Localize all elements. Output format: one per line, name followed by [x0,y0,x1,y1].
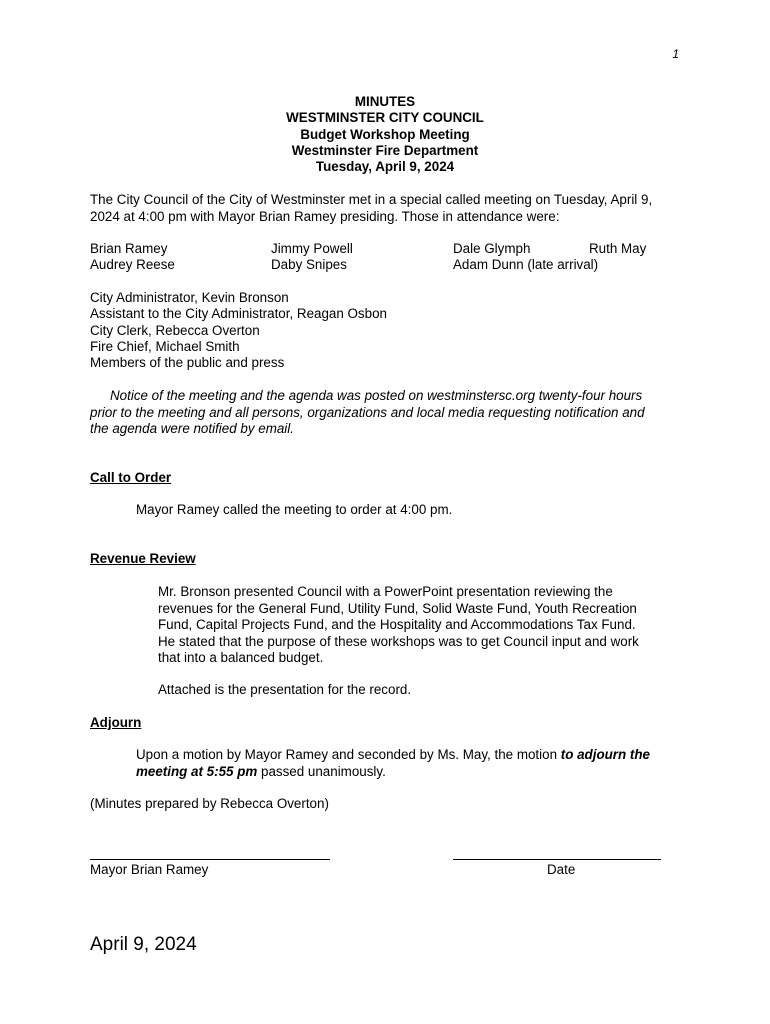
attached-note: Attached is the presentation for the record. [158,682,412,697]
revenue-review-paragraph [158,584,639,667]
mayor-signature-label: Mayor Brian Ramey [90,862,209,877]
revenue-review-line: He stated that the purpose of these workshops was to get Council input and work [158,633,639,649]
date-signature-line [453,859,661,860]
header-date: Tuesday, April 9, 2024 [315,159,455,175]
staff-item: City Administrator, Kevin Bronson [90,290,289,305]
prepared-by-note: (Minutes prepared by Rebecca Overton) [90,796,329,811]
document-header [0,94,770,175]
call-to-order-text: Mayor Ramey called the meeting to order at 4:00 pm. [136,502,453,517]
attendee-name: Daby Snipes [271,257,347,273]
revenue-review-line: revenues for the General Fund, Utility Fund, Solid Waste Fund, Youth Recreation [158,600,637,616]
header-meeting-type: Budget Workshop Meeting [300,126,470,142]
notice-line: Notice of the meeting and the agenda was posted on westminstersc.org twenty-four hours [110,388,643,403]
adjourn-result: passed unanimously. [257,763,386,779]
adjourn-line [136,747,650,764]
call-to-order-heading: Call to Order [90,470,172,485]
adjourn-motion-emphasis: to adjourn the [560,747,650,762]
attendee-name: Ruth May [589,241,647,256]
staff-item: Members of the public and press [90,355,285,371]
header-location: Westminster Fire Department [291,142,479,158]
header-title: MINUTES [354,94,416,109]
attendee-name: Adam Dunn (late arrival) [453,257,599,273]
revenue-review-line: that into a balanced budget. [158,650,324,665]
staff-item: City Clerk, Rebecca Overton [90,322,260,338]
staff-item: Assistant to the City Administrator, Reagan Osbon [90,306,387,322]
attendee-name: Audrey Reese [90,257,175,273]
footer-date: April 9, 2024 [90,934,197,955]
revenue-review-line: Mr. Bronson presented Council with a PowerPoint presentation reviewing the [158,584,613,599]
intro-line: The City Council of the City of Westminster met in a special called meeting on Tuesday, April 9, [90,192,653,207]
notice-line: prior to the meeting and all persons, organizations and local media requesting notification and [90,404,645,420]
adjourn-paragraph [136,747,650,780]
adjourn-heading: Adjourn [90,715,142,730]
adjourn-text: Upon a motion by Mayor Ramey and seconded by Ms. May, the motion [136,747,561,762]
intro-paragraph [90,192,690,225]
header-council: WESTMINSTER CITY COUNCIL [286,110,484,126]
notice-line: the agenda were notified by email. [90,421,294,436]
date-signature-label: Date [547,862,576,877]
attendees-column-3 [453,241,598,274]
intro-line: 2024 at 4:00 pm with Mayor Brian Ramey presiding. Those in attendance were: [90,208,560,224]
mayor-signature-line [90,859,330,860]
adjourn-time-emphasis: meeting at 5:55 pm [136,763,258,779]
attendee-name: Brian Ramey [90,241,168,256]
adjourn-line [136,764,650,781]
attendees-column-4 [589,241,646,257]
attendees-column-1 [90,241,175,274]
revenue-review-heading: Revenue Review [90,551,196,566]
revenue-review-line: Fund, Capital Projects Fund, and the Hospitality and Accommodations Tax Fund. [158,617,636,632]
attendees-column-2 [271,241,353,274]
attendee-name: Jimmy Powell [271,241,353,256]
staff-list [90,290,387,371]
attendee-name: Dale Glymph [453,241,531,256]
page-number: 1 [672,47,679,61]
notice-paragraph [90,388,690,438]
staff-item: Fire Chief, Michael Smith [90,338,240,354]
